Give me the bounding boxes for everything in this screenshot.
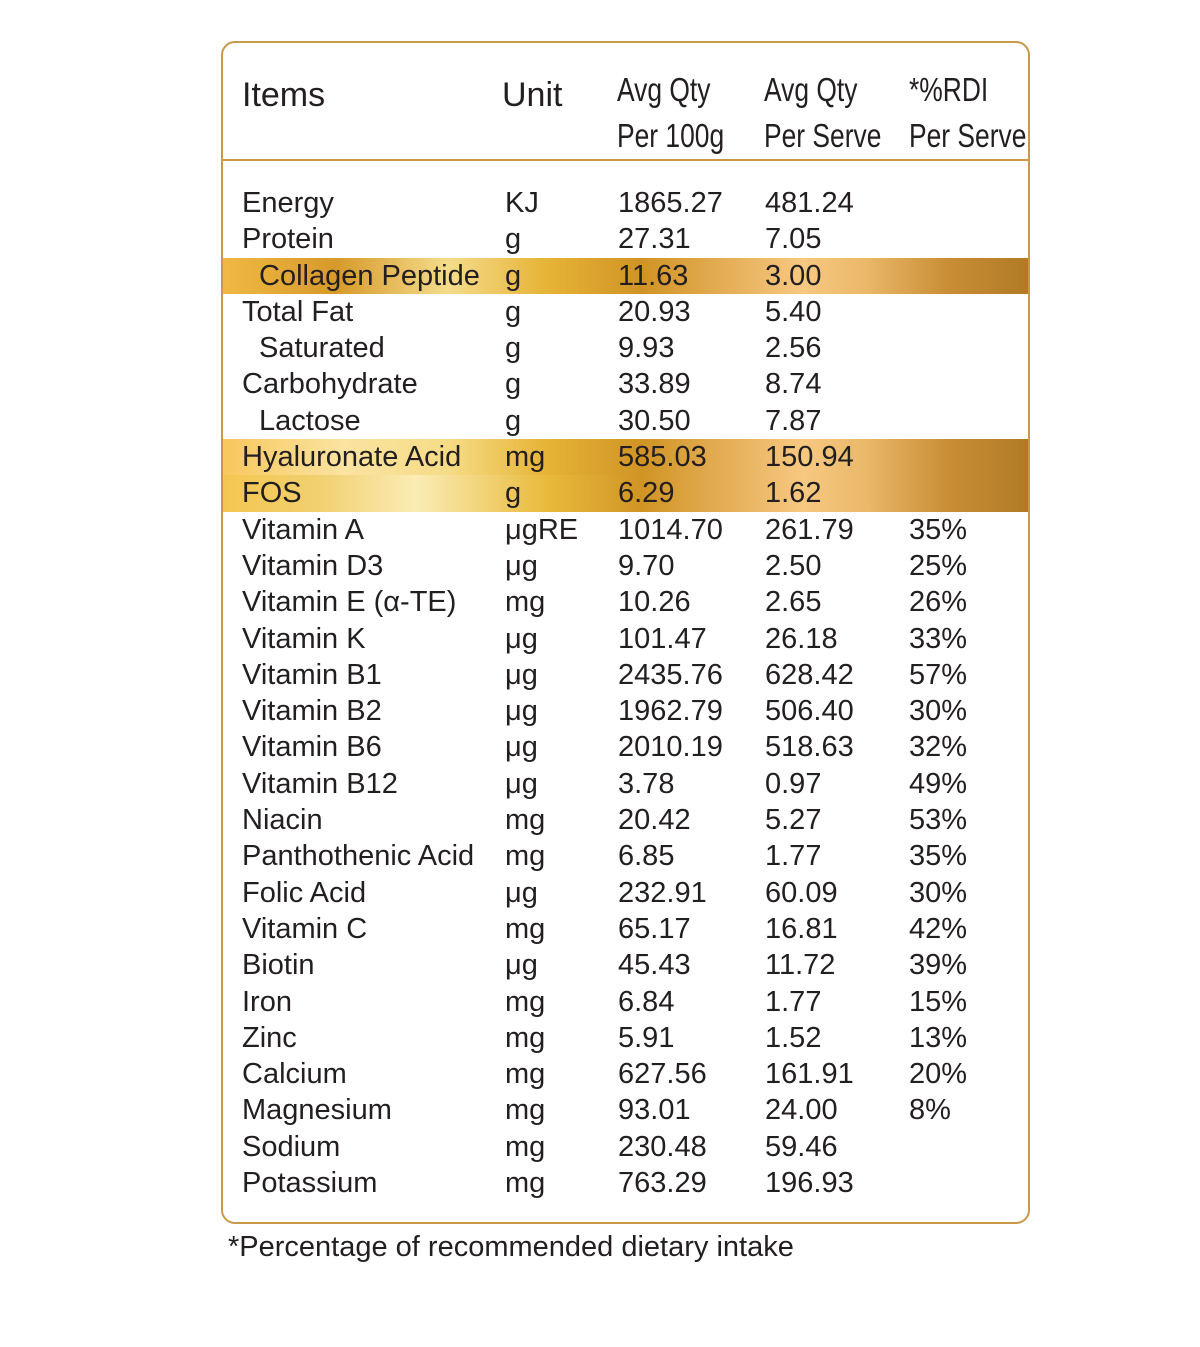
avg-qty-per-100g: 232.91 [618, 876, 707, 909]
avg-qty-per-serve: 506.40 [765, 695, 854, 728]
avg-qty-per-100g: 45.43 [618, 949, 691, 982]
table-body [223, 185, 1028, 1201]
nutrient-unit: mg [505, 912, 546, 945]
avg-qty-per-100g: 2010.19 [618, 731, 723, 764]
table-row [223, 875, 1028, 911]
avg-qty-per-100g: 9.93 [618, 332, 675, 365]
nutrient-unit: μg [505, 876, 538, 909]
nutrient-name: Sodium [242, 1130, 341, 1163]
table-row [223, 475, 1028, 511]
header-unit: Unit [502, 76, 563, 114]
avg-qty-per-100g: 3.78 [618, 767, 675, 800]
table-row [223, 621, 1028, 657]
table-row [223, 366, 1028, 402]
rdi-per-serve: 49% [909, 767, 968, 800]
avg-qty-per-serve: 60.09 [765, 876, 838, 909]
avg-qty-per-100g: 27.31 [618, 223, 691, 256]
avg-qty-per-serve: 0.97 [765, 767, 822, 800]
table-row [223, 657, 1028, 693]
avg-qty-per-100g: 763.29 [618, 1167, 707, 1200]
table-row [223, 294, 1028, 330]
nutrient-unit: μg [505, 949, 538, 982]
header-avg-qty-per-100g-line1: Avg Qty [617, 71, 711, 108]
avg-qty-per-serve: 161.91 [765, 1058, 854, 1091]
nutrient-name: Biotin [242, 949, 315, 982]
avg-qty-per-100g: 20.42 [618, 804, 691, 837]
nutrient-unit: g [505, 223, 522, 256]
avg-qty-per-serve: 8.74 [765, 368, 822, 401]
avg-qty-per-serve: 1.77 [765, 985, 822, 1018]
nutrient-name: Niacin [242, 804, 323, 837]
avg-qty-per-100g: 1962.79 [618, 695, 723, 728]
nutrient-name: Protein [242, 223, 334, 256]
avg-qty-per-100g: 1014.70 [618, 513, 723, 546]
rdi-per-serve: 26% [909, 586, 968, 619]
nutrient-unit: mg [505, 804, 546, 837]
rdi-per-serve: 20% [909, 1058, 968, 1091]
rdi-per-serve: 33% [909, 622, 968, 655]
nutrient-unit: μgRE [505, 513, 579, 546]
nutrient-unit: μg [505, 767, 538, 800]
table-row [223, 1165, 1028, 1201]
avg-qty-per-serve: 1.62 [765, 477, 822, 510]
avg-qty-per-serve: 5.27 [765, 804, 822, 837]
nutrient-name: Vitamin B6 [242, 731, 382, 764]
nutrient-unit: mg [505, 985, 546, 1018]
avg-qty-per-serve: 2.50 [765, 549, 822, 582]
table-row [223, 911, 1028, 947]
nutrient-name: Hyaluronate Acid [242, 441, 462, 474]
rdi-per-serve: 8% [909, 1094, 951, 1127]
avg-qty-per-100g: 6.29 [618, 477, 675, 510]
table-row [223, 1092, 1028, 1128]
avg-qty-per-serve: 196.93 [765, 1167, 854, 1200]
avg-qty-per-100g: 585.03 [618, 441, 707, 474]
header-items: Items [242, 76, 326, 114]
table-row [223, 584, 1028, 620]
table-row [223, 984, 1028, 1020]
nutrient-name: Vitamin B12 [242, 767, 398, 800]
nutrient-unit: g [505, 295, 522, 328]
table-row [223, 802, 1028, 838]
avg-qty-per-100g: 30.50 [618, 404, 691, 437]
table-row [223, 548, 1028, 584]
nutrient-unit: mg [505, 1021, 546, 1054]
table-row [223, 838, 1028, 874]
nutrient-name: Vitamin B1 [242, 658, 382, 691]
avg-qty-per-100g: 101.47 [618, 622, 707, 655]
table-row [223, 1020, 1028, 1056]
nutrient-unit: mg [505, 1130, 546, 1163]
rdi-per-serve: 35% [909, 840, 968, 873]
nutrient-name: Vitamin E (α-TE) [242, 586, 457, 619]
table-row [223, 729, 1028, 765]
nutrient-unit: g [505, 404, 522, 437]
nutrient-name: Calcium [242, 1058, 347, 1091]
nutrient-name: FOS [242, 477, 302, 510]
nutrient-unit: mg [505, 840, 546, 873]
header-rdi-line2: Per Serve [909, 117, 1027, 154]
avg-qty-per-100g: 2435.76 [618, 658, 723, 691]
table-row [223, 947, 1028, 983]
rdi-per-serve: 32% [909, 731, 968, 764]
nutrient-name: Potassium [242, 1167, 378, 1200]
table-row [223, 1129, 1028, 1165]
avg-qty-per-100g: 20.93 [618, 295, 691, 328]
table-row [223, 439, 1028, 475]
table-row [223, 766, 1028, 802]
nutrient-name: Collagen Peptide [259, 259, 480, 292]
avg-qty-per-100g: 6.84 [618, 985, 675, 1018]
avg-qty-per-serve: 59.46 [765, 1130, 838, 1163]
rdi-per-serve: 13% [909, 1021, 968, 1054]
nutrient-unit: mg [505, 441, 546, 474]
header-avg-qty-per-100g-line2: Per 100g [617, 117, 725, 154]
rdi-per-serve: 53% [909, 804, 968, 837]
avg-qty-per-100g: 65.17 [618, 912, 691, 945]
avg-qty-per-serve: 518.63 [765, 731, 854, 764]
avg-qty-per-100g: 230.48 [618, 1130, 707, 1163]
header-avg-qty-per-serve-line1: Avg Qty [764, 71, 858, 108]
nutrient-unit: g [505, 368, 522, 401]
nutrient-name: Vitamin D3 [242, 549, 384, 582]
table-row [223, 1056, 1028, 1092]
avg-qty-per-serve: 7.05 [765, 223, 822, 256]
avg-qty-per-100g: 1865.27 [618, 187, 723, 219]
rdi-per-serve: 42% [909, 912, 968, 945]
nutrient-unit: g [505, 332, 522, 365]
nutrient-name: Carbohydrate [242, 368, 418, 401]
header-rdi-per-serve [909, 67, 1026, 159]
nutrient-name: Zinc [242, 1021, 297, 1054]
rdi-per-serve: 57% [909, 658, 968, 691]
table-row [223, 693, 1028, 729]
avg-qty-per-100g: 10.26 [618, 586, 691, 619]
avg-qty-per-100g: 9.70 [618, 549, 675, 582]
avg-qty-per-serve: 481.24 [765, 187, 854, 219]
avg-qty-per-serve: 5.40 [765, 295, 822, 328]
avg-qty-per-serve: 24.00 [765, 1094, 838, 1127]
nutrient-unit: mg [505, 1094, 546, 1127]
avg-qty-per-serve: 628.42 [765, 658, 854, 691]
header-avg-qty-per-serve-line2: Per Serve [764, 117, 882, 154]
nutrient-name: Vitamin C [242, 912, 368, 945]
nutrient-unit: μg [505, 549, 538, 582]
nutrient-name: Total Fat [242, 295, 354, 328]
table-row [223, 221, 1028, 257]
nutrient-name: Energy [242, 187, 334, 219]
avg-qty-per-serve: 3.00 [765, 259, 822, 292]
header-avg-qty-per-100g [617, 67, 724, 159]
rdi-per-serve: 30% [909, 876, 968, 909]
nutrient-unit: g [505, 259, 522, 292]
avg-qty-per-serve: 2.56 [765, 332, 822, 365]
avg-qty-per-serve: 2.65 [765, 586, 822, 619]
avg-qty-per-serve: 1.77 [765, 840, 822, 873]
header-avg-qty-per-serve [764, 67, 881, 159]
nutrient-name: Magnesium [242, 1094, 392, 1127]
nutrient-name: Panthothenic Acid [242, 840, 475, 873]
nutrient-unit: μg [505, 695, 538, 728]
avg-qty-per-100g: 11.63 [618, 259, 689, 292]
table-row [223, 258, 1028, 294]
rdi-per-serve: 39% [909, 949, 968, 982]
avg-qty-per-serve: 26.18 [765, 622, 838, 655]
nutrient-name: Lactose [259, 404, 361, 437]
avg-qty-per-serve: 11.72 [765, 949, 836, 982]
nutrient-name: Iron [242, 985, 292, 1018]
avg-qty-per-serve: 7.87 [765, 404, 822, 437]
table-header [223, 43, 1028, 161]
nutrient-unit: mg [505, 1058, 546, 1091]
avg-qty-per-100g: 627.56 [618, 1058, 707, 1091]
avg-qty-per-100g: 5.91 [618, 1021, 675, 1054]
table-row [223, 185, 1028, 221]
avg-qty-per-serve: 1.52 [765, 1021, 822, 1054]
avg-qty-per-serve: 261.79 [765, 513, 854, 546]
rdi-per-serve: 25% [909, 549, 968, 582]
table-row [223, 403, 1028, 439]
nutrient-name: Vitamin B2 [242, 695, 382, 728]
rdi-per-serve: 35% [909, 513, 968, 546]
nutrient-unit: KJ [505, 187, 539, 219]
nutrient-name: Saturated [259, 332, 385, 365]
nutrient-name: Folic Acid [242, 876, 367, 909]
nutrient-unit: mg [505, 586, 546, 619]
table-row [223, 512, 1028, 548]
avg-qty-per-100g: 33.89 [618, 368, 691, 401]
nutrient-unit: g [505, 477, 522, 510]
nutrition-table [221, 41, 1030, 1224]
nutrient-name: Vitamin K [242, 622, 366, 655]
rdi-per-serve: 15% [909, 985, 968, 1018]
header-rdi-line1: *%RDI [909, 71, 989, 108]
nutrient-name: Vitamin A [242, 513, 364, 546]
nutrient-unit: mg [505, 1167, 546, 1200]
avg-qty-per-100g: 93.01 [618, 1094, 691, 1127]
avg-qty-per-serve: 16.81 [765, 912, 838, 945]
rdi-per-serve: 30% [909, 695, 968, 728]
avg-qty-per-100g: 6.85 [618, 840, 675, 873]
avg-qty-per-serve: 150.94 [765, 441, 854, 474]
nutrient-unit: μg [505, 622, 538, 655]
table-row [223, 330, 1028, 366]
nutrient-unit: μg [505, 658, 538, 691]
footnote: *Percentage of recommended dietary intake [228, 1231, 794, 1263]
nutrient-unit: μg [505, 731, 538, 764]
